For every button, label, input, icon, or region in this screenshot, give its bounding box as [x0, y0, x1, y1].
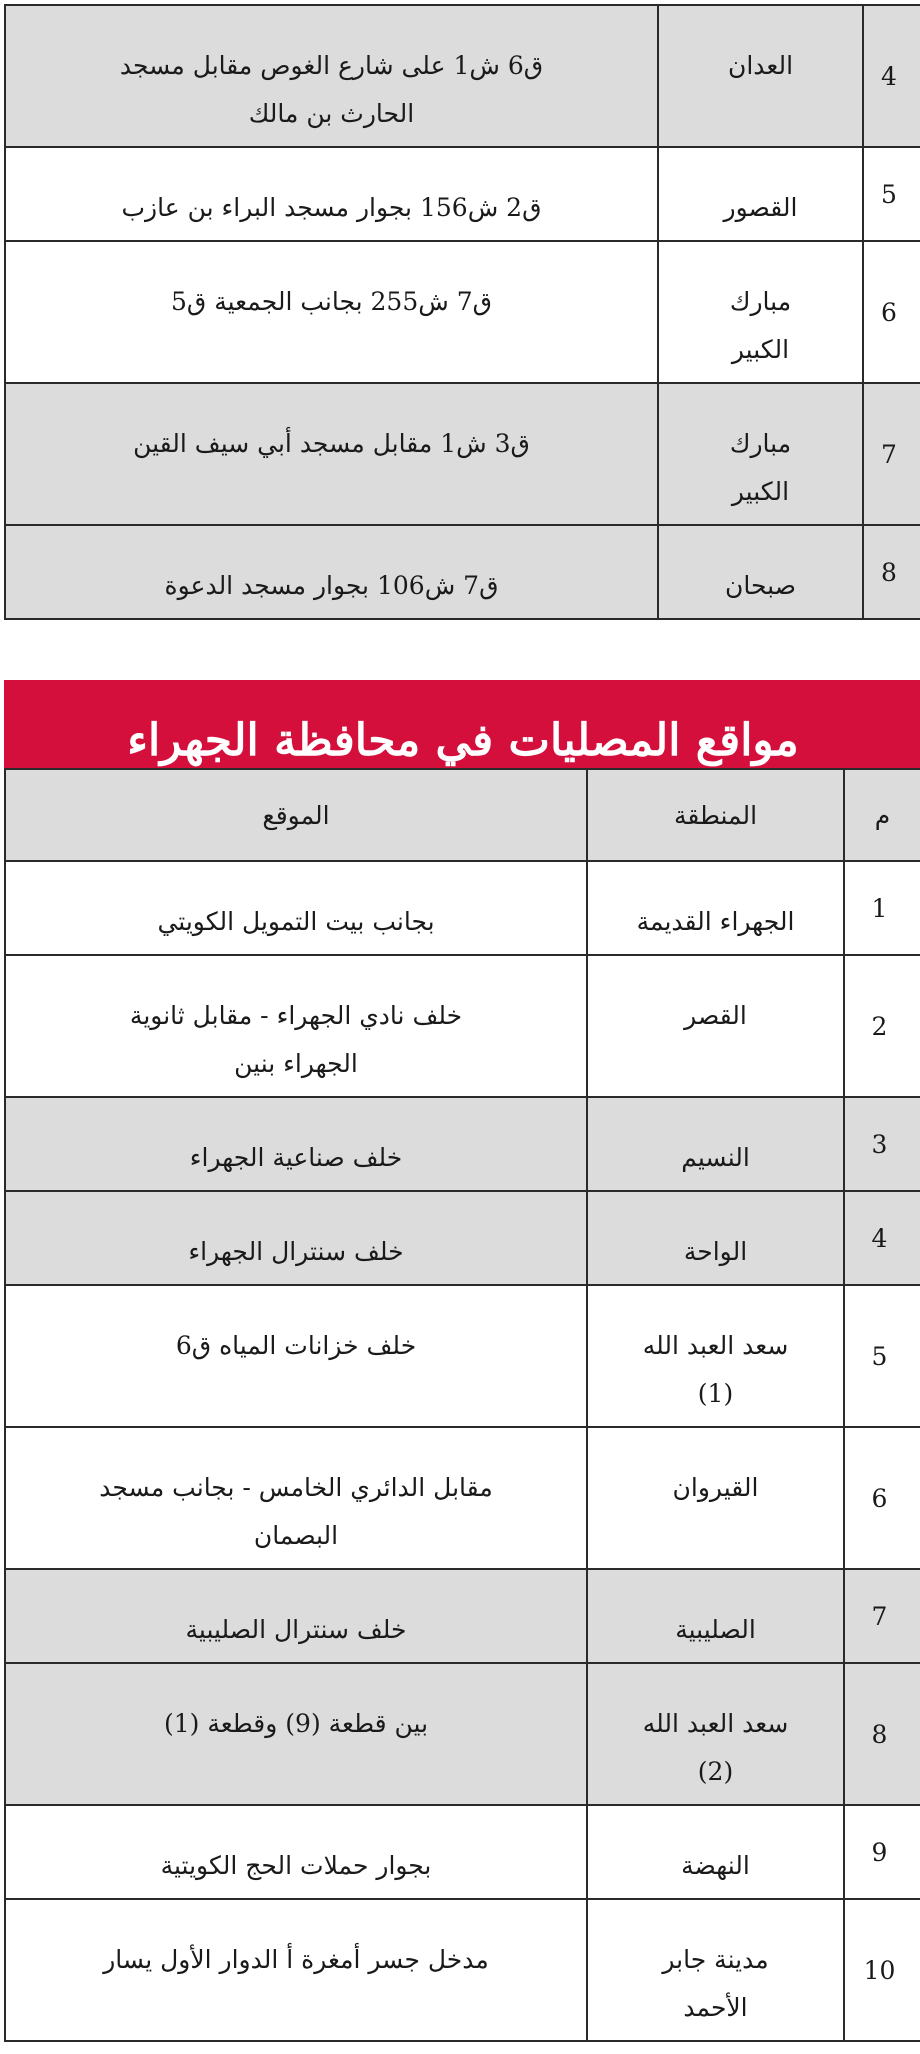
jahra-prayer-sites-table: [4, 680, 920, 2042]
area-text-line: الجهراء القديمة: [636, 907, 795, 936]
row-number: [844, 1191, 920, 1285]
area-text-line: الكبير: [731, 335, 790, 364]
row-number-text: 6: [871, 1483, 888, 1513]
location-text-line: مقابل الدائري الخامس - بجانب مسجد: [99, 1473, 493, 1502]
row-number: [844, 1285, 920, 1427]
table-row: [5, 241, 920, 383]
table-row: [5, 1663, 920, 1805]
location-text-line: خلف خزانات المياه ق6: [175, 1331, 417, 1360]
row-area: [587, 1285, 844, 1427]
location-text-line: مدخل جسر أمغرة أ الدوار الأول يسار: [103, 1945, 489, 1974]
location-text-line: ق6 ش1 على شارع الغوص مقابل مسجد: [119, 51, 544, 80]
location-text-line: خلف سنترال الصليبية: [185, 1615, 407, 1644]
row-number: [844, 1899, 920, 2041]
row-area: [658, 147, 863, 241]
row-number: [844, 955, 920, 1097]
row-area: [587, 1805, 844, 1899]
row-location: [5, 1663, 587, 1805]
row-number: [844, 1663, 920, 1805]
area-text-line: الأحمد: [683, 1993, 748, 2022]
row-location: [5, 1191, 587, 1285]
row-number: [844, 861, 920, 955]
area-text-line: (1): [697, 1379, 734, 1408]
row-location: [5, 1569, 587, 1663]
row-number-text: 7: [881, 439, 897, 469]
area-text-line: الكبير: [731, 477, 790, 506]
table-row: [5, 1285, 920, 1427]
row-number-text: 4: [881, 61, 897, 91]
area-text-line: القصور: [723, 193, 798, 222]
location-text-line: خلف صناعية الجهراء: [189, 1143, 403, 1172]
row-number: [844, 1569, 920, 1663]
table-row: [5, 1805, 920, 1899]
row-number-text: 9: [871, 1837, 888, 1867]
table-row: [5, 1569, 920, 1663]
row-number-text: 10: [863, 1955, 896, 1985]
table-row: [5, 525, 920, 619]
table-row: [5, 1427, 920, 1569]
row-area: [587, 1569, 844, 1663]
table-row: [5, 1899, 920, 2041]
area-text-line: النسيم: [681, 1143, 750, 1172]
table-row: [5, 861, 920, 955]
header-number: م: [844, 769, 920, 861]
location-text-line: بين قطعة (9) وقطعة (1): [163, 1709, 429, 1738]
row-number: [863, 241, 920, 383]
table-header-row: [5, 769, 920, 861]
area-text-line: (2): [697, 1757, 734, 1786]
row-number-text: 3: [871, 1129, 888, 1159]
row-area: [587, 1097, 844, 1191]
row-area: [587, 1427, 844, 1569]
location-text-line: ق7 ش106 بجوار مسجد الدعوة: [164, 571, 499, 600]
area-text-line: مدينة جابر: [662, 1945, 769, 1974]
row-area: [658, 5, 863, 147]
row-location: [5, 1285, 587, 1427]
table1-body: [5, 5, 920, 619]
table-row: [5, 1097, 920, 1191]
row-location: [5, 5, 658, 147]
row-location: [5, 525, 658, 619]
row-number-text: 4: [871, 1223, 888, 1253]
row-location: [5, 861, 587, 955]
row-location: [5, 147, 658, 241]
area-text-line: النهضة: [681, 1851, 750, 1880]
row-area: [587, 1663, 844, 1805]
table-title-row: [5, 681, 920, 769]
table-row: [5, 147, 920, 241]
location-text-line: ق7 ش255 بجانب الجمعية ق5: [170, 287, 493, 316]
row-number-text: 8: [871, 1719, 888, 1749]
row-area: [658, 241, 863, 383]
area-text-line: الواحة: [683, 1237, 748, 1266]
row-area: [658, 525, 863, 619]
area-text-line: العدان: [727, 51, 794, 80]
row-number-text: 5: [871, 1341, 888, 1371]
row-number-text: 1: [871, 893, 888, 923]
area-text-line: القيروان: [672, 1473, 759, 1502]
row-area: [587, 861, 844, 955]
area-text-line: سعد العبد الله: [642, 1331, 789, 1360]
row-number: [844, 1097, 920, 1191]
table-row: [5, 5, 920, 147]
location-text-line: بجانب بيت التمويل الكويتي: [157, 907, 435, 936]
row-location: [5, 383, 658, 525]
row-area: [587, 955, 844, 1097]
row-location: [5, 955, 587, 1097]
row-number: [844, 1805, 920, 1899]
row-number-text: 6: [881, 297, 897, 327]
header-area: المنطقة: [587, 769, 844, 861]
row-location: [5, 1899, 587, 2041]
location-text-line: خلف نادي الجهراء - مقابل ثانوية: [129, 1001, 463, 1030]
row-area: [587, 1899, 844, 2041]
area-text-line: مبارك: [729, 287, 792, 316]
row-number-text: 5: [881, 179, 897, 209]
table-title: مواقع المصليات في محافظة الجهراء: [5, 681, 920, 769]
row-number-text: 2: [871, 1011, 888, 1041]
area-text-line: الصليبية: [675, 1615, 756, 1644]
area-text-line: صبحان: [725, 571, 796, 600]
location-text-line: ق2 ش156 بجوار مسجد البراء بن عازب: [121, 193, 542, 222]
location-text-line: الحارث بن مالك: [248, 99, 415, 128]
row-area: [587, 1191, 844, 1285]
area-text-line: القصر: [684, 1001, 747, 1030]
location-text-line: بجوار حملات الحج الكويتية: [160, 1851, 432, 1880]
row-number-text: 8: [881, 557, 897, 587]
row-area: [658, 383, 863, 525]
row-location: [5, 1427, 587, 1569]
header-location: الموقع: [5, 769, 587, 861]
location-text-line: البصمان: [253, 1521, 339, 1550]
table-row: [5, 955, 920, 1097]
table2-body: [5, 861, 920, 2041]
mubarak-prayer-sites-table-continued: [4, 4, 920, 620]
area-text-line: سعد العبد الله: [642, 1709, 789, 1738]
row-number-text: 7: [871, 1601, 888, 1631]
row-location: [5, 1097, 587, 1191]
table-row: [5, 1191, 920, 1285]
row-location: [5, 241, 658, 383]
row-number: [863, 525, 920, 619]
table-row: [5, 383, 920, 525]
area-text-line: مبارك: [729, 429, 792, 458]
location-text-line: ق3 ش1 مقابل مسجد أبي سيف القين: [133, 429, 530, 458]
row-number: [844, 1427, 920, 1569]
row-number: [863, 5, 920, 147]
location-text-line: خلف سنترال الجهراء: [188, 1237, 404, 1266]
location-text-line: الجهراء بنين: [234, 1049, 358, 1078]
row-location: [5, 1805, 587, 1899]
row-number: [863, 147, 920, 241]
row-number: [863, 383, 920, 525]
